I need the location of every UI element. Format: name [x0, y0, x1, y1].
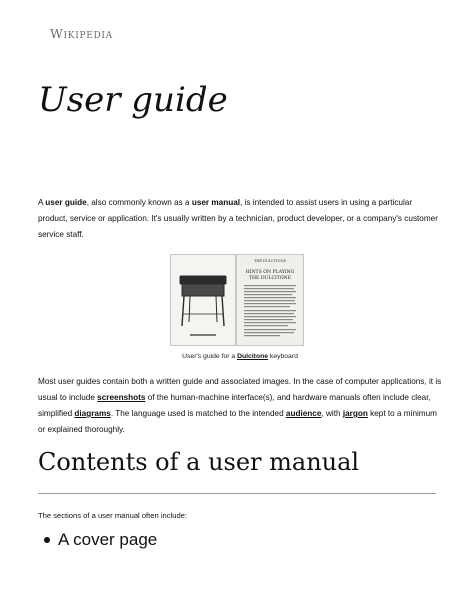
list-item [38, 526, 157, 554]
intro-text-3: , is intended to assist users in using a particular product, service or application. It's usually written by a technician, product developer, or a company's customer service staff. [38, 198, 438, 239]
dulcitone-link[interactable]: Dulcitone [237, 353, 269, 360]
intro-bold-user-guide: user guide [45, 198, 87, 207]
figure-caption [38, 352, 442, 362]
wikipedia-logo[interactable]: Wikipedia [50, 26, 113, 41]
section-divider [38, 493, 436, 494]
section-list [38, 526, 157, 554]
para2-text-4: , with [321, 409, 343, 418]
audience-link[interactable]: audience [285, 409, 322, 418]
intro-text-2: , also commonly known as a [86, 198, 192, 207]
para2-text-3: . The language used is matched to the intended [110, 409, 286, 418]
caption-prefix: User's guide for a [182, 353, 238, 360]
dulcitone-guide-image[interactable] [170, 254, 304, 348]
para2-text-2: of the human-machine interface(s), and hardware manuals often include clear, simplified [38, 393, 431, 418]
screenshots-link[interactable]: screenshots [97, 393, 146, 402]
jargon-link[interactable]: jargon [342, 409, 368, 418]
intro-bold-user-manual: user manual [191, 198, 241, 207]
section-heading: Contents of a user manual [38, 448, 360, 476]
image-heading-line-1: HINTS ON PLAYING [245, 270, 295, 275]
caption-suffix: keyboard [268, 353, 298, 360]
bullet-icon [44, 537, 50, 543]
para2-text-1: Most user guides contain both a written guide and associated images. In the case of computer applications, it is usual to include [38, 377, 442, 402]
section-intro: The sections of a user manual often include: [38, 511, 188, 520]
intro-text-1: A [38, 198, 46, 207]
diagrams-link[interactable]: diagrams [74, 409, 111, 418]
page-title: User guide [38, 80, 228, 120]
image-top-line: THE DULCITONE [253, 259, 287, 263]
intro-paragraph [38, 195, 442, 243]
para2-text-5: kept to a minimum or explained thoroughly. [38, 409, 438, 434]
second-paragraph [38, 374, 442, 438]
dulcitone-illustration [170, 254, 304, 348]
list-item-label: A cover page [58, 530, 158, 549]
image-heading-line-2: THE DULCITONE [248, 276, 292, 281]
image-body-text-lines [244, 285, 296, 336]
